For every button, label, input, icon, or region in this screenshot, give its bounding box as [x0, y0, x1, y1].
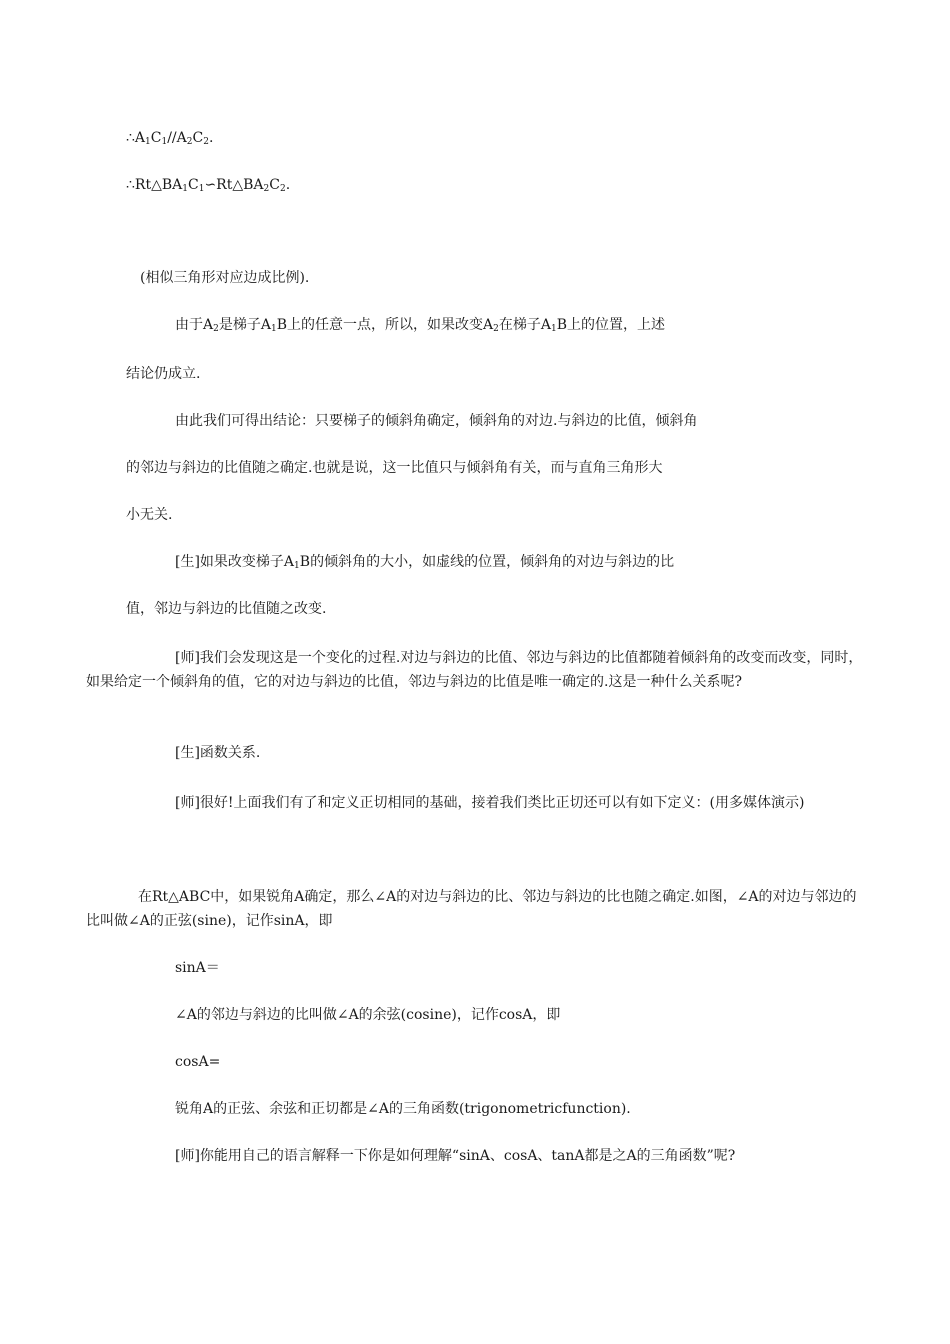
paragraph-line: 小无关. — [126, 507, 173, 523]
text: . — [208, 130, 214, 146]
text: C — [150, 130, 162, 146]
subscript: 1 — [161, 137, 168, 147]
dialogue-teacher: [师]我们会发现这是一个变化的过程.对边与斜边的比值、邻边与斜边的比值都随着倾斜角的改变而改变，同时，如果给定一个倾斜角的值，它的对边与斜边的比值，邻边与斜边的比值是唯一确定的.这是一种什么关系呢? — [86, 650, 863, 690]
text: B的倾斜角的大小，如虚线的位置，倾斜角的对边与斜边的比 — [299, 554, 675, 570]
definition-paragraph: 在Rt△ABC中，如果锐角A确定，那么∠A的对边与斜边的比、邻边与斜边的比也随之确定.如图，∠A的对边与邻边的比叫做∠A的正弦(sine)，记作sinA，即 — [86, 889, 857, 929]
text: ∽Rt△BA — [204, 177, 264, 193]
text: B上的任意一点，所以，如果改变A — [276, 317, 494, 333]
text: 在梯子A — [498, 317, 551, 333]
dialogue-teacher: [师]你能用自己的语言解释一下你是如何理解“sinA、cosA、tanA都是之A的三角函数”呢? — [175, 1148, 736, 1164]
paragraph-line: 由此我们可得出结论：只要梯子的倾斜角确定，倾斜角的对边.与斜边的比值，倾斜角 — [175, 413, 698, 429]
paragraph-line: 值，邻边与斜边的比值随之改变. — [126, 601, 327, 617]
subscript: 1 — [198, 184, 205, 194]
subscript: 2 — [493, 324, 499, 334]
text: C — [187, 177, 199, 193]
paragraph-line — [175, 315, 665, 339]
text: B上的位置，上述 — [556, 317, 666, 333]
text: C — [192, 130, 204, 146]
proof-reason: (相似三角形对应边成比例). — [140, 270, 310, 286]
text: C — [269, 177, 280, 193]
paragraph-line: 的邻边与斜边的比值随之确定.也就是说，这一比值只与倾斜角有关，而与直角三角形大 — [126, 460, 663, 476]
definition-cosine: ∠A的邻边与斜边的比叫做∠A的余弦(cosine)，记作cosA，即 — [175, 1007, 561, 1023]
text: ∴A — [126, 130, 146, 146]
subscript: 1 — [145, 137, 151, 147]
dialogue-teacher: [师]很好!上面我们有了和定义正切相同的基础，接着我们类比正切还可以有如下定义：(用多媒体演示) — [175, 795, 805, 811]
text: [生]如果改变梯子A — [175, 554, 295, 570]
dialogue-student — [175, 552, 674, 576]
text: ∴Rt△BA — [126, 177, 183, 193]
text: . — [285, 177, 291, 193]
formula-sin: sinA＝ — [175, 960, 220, 976]
subscript: 2 — [213, 324, 219, 334]
text: 由于A — [175, 317, 214, 333]
paragraph-line: 结论仍成立. — [126, 366, 201, 382]
subscript: 1 — [294, 561, 300, 571]
subscript: 1 — [550, 324, 557, 334]
proof-line-parallel — [126, 128, 213, 152]
formula-cos: cosA= — [175, 1054, 221, 1070]
subscript: 1 — [182, 184, 188, 194]
subscript: 2 — [186, 137, 193, 147]
subscript: 1 — [270, 324, 277, 334]
proof-line-similar — [126, 175, 290, 199]
subscript: 2 — [279, 184, 286, 194]
subscript: 2 — [263, 184, 270, 194]
definition-trig-function: 锐角A的正弦、余弦和正切都是∠A的三角函数(trigonometricfunction). — [175, 1101, 631, 1117]
dialogue-student: [生]函数关系. — [175, 745, 261, 761]
subscript: 2 — [203, 137, 209, 147]
text: //A — [167, 130, 187, 146]
text: 是梯子A — [218, 317, 271, 333]
